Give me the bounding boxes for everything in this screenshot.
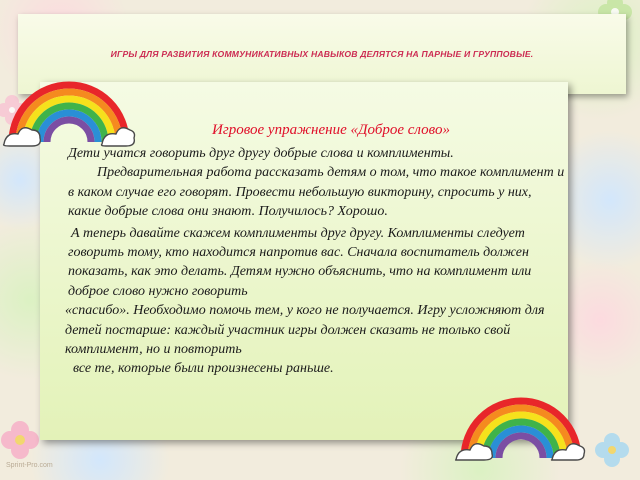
paragraph-4: «спасибо». Необходимо помочь тем, у кого не получается. Игру усложняют для детей постарше: каждый участник игры должен сказать не только свой комплимент, но и повторить bbox=[65, 303, 545, 358]
watermark-logo: Sprint-Pro.com bbox=[6, 462, 53, 469]
paragraph-3: А теперь давайте скажем комплименты друг другу. Комплименты следует говорить тому, кто находится напротив вас. Сначала воспитатель должен показать, как это делать. Детям нужно объяснить, что на комплимент или доброе слово нужно говорить bbox=[68, 225, 532, 299]
paragraph-1: Дети учатся говорить друг другу добрые слова и комплименты. bbox=[68, 146, 454, 161]
exercise-text bbox=[65, 120, 566, 379]
exercise-title: Игровое упражнение «Доброе слово» bbox=[212, 122, 450, 138]
slide-title: ИГРЫ ДЛЯ РАЗВИТИЯ КОММУНИКАТИВНЫХ НАВЫКОВ ДЕЛЯТСЯ НА ПАРНЫЕ И ГРУППОВЫЕ. bbox=[110, 49, 534, 59]
paragraph-2: Предварительная работа рассказать детям о том, что такое комплимент и в каком случае его говорят. Провести небольшую викторину, спросить у них, какие добрые слова они знают. Получилось? Хорошо. bbox=[68, 165, 565, 220]
rainbow-bottom-right-icon bbox=[452, 376, 588, 466]
paragraph-5: все те, которые были произнесены раньше. bbox=[73, 361, 334, 377]
